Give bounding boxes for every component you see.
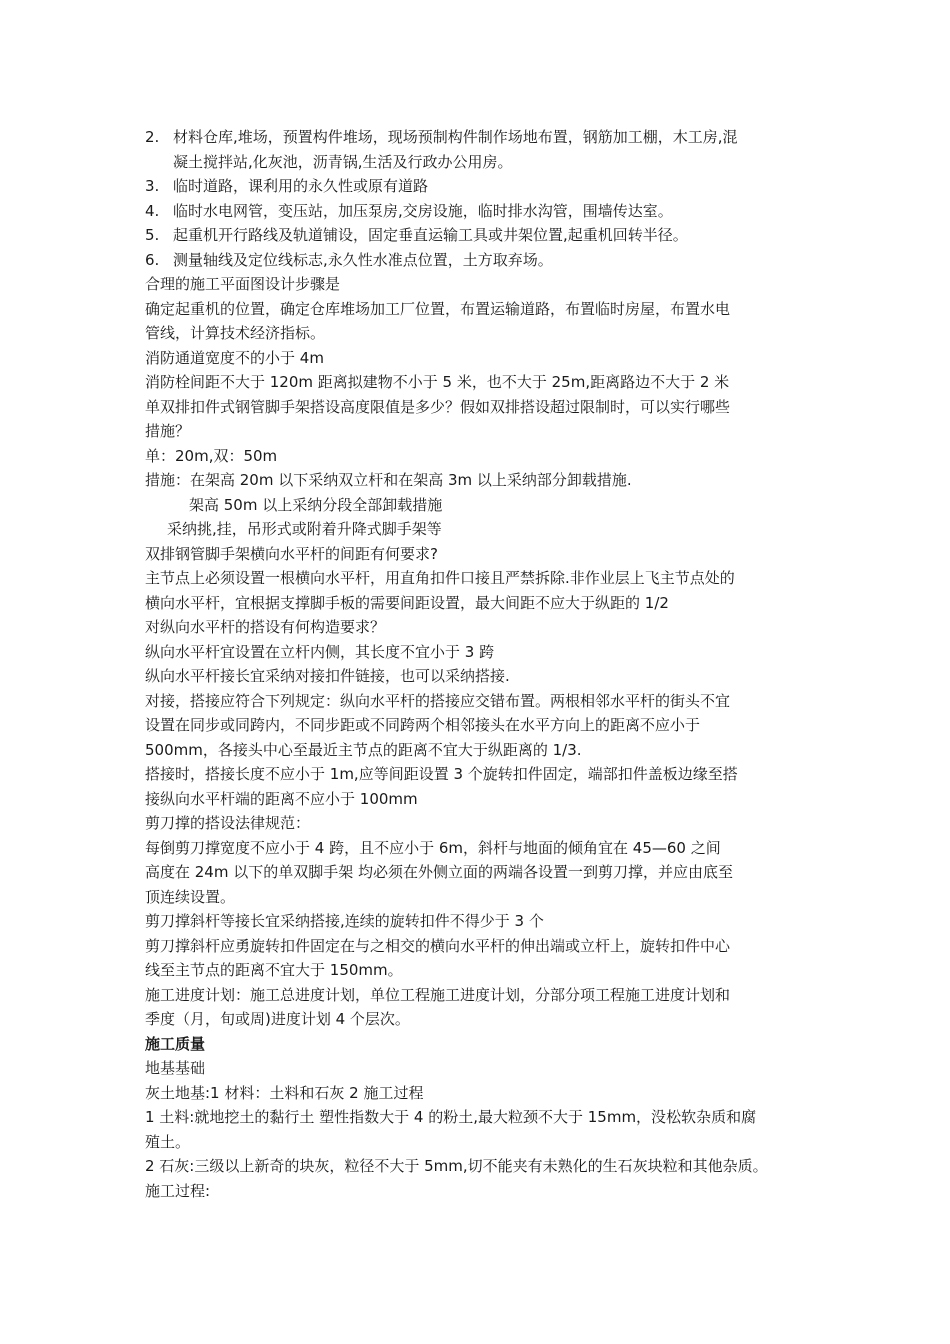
list-number: 4.: [145, 201, 160, 220]
paragraph-line: 主节点上必须设置一根横向水平杆，用直角扣件口接且严禁拆除.非作业层上飞主节点处的: [145, 569, 735, 587]
paragraph-line: 2 石灰:三级以上新奇的块灰，粒径不大于 5mm,切不能夹有未熟化的生石灰块粒和其他杂质。: [145, 1157, 768, 1175]
paragraph-line: 纵向水平杆接长宜采纳对接扣件链接，也可以采纳搭接.: [145, 667, 510, 685]
indented-line: 架高 50m 以上采纳分段全部卸载措施: [189, 495, 443, 514]
list-text-line: 临时道路，课利用的永久性或原有道路: [173, 177, 429, 195]
paragraph-line: 灰土地基:1 材料：土料和石灰 2 施工过程: [145, 1083, 424, 1102]
list-text-line: 起重机开行路线及轨道铺设，固定垂直运输工具或井架位置,起重机回转半径。: [173, 226, 688, 244]
paragraph-line: 设置在同步或同跨内，不同步距或不同跨两个相邻接头在水平方向上的距离不应小于: [145, 716, 701, 734]
paragraph-line: 季度（月，旬或周)进度计划 4 个层次。: [145, 1010, 410, 1028]
paragraph-line: 线至主节点的距离不宜大于 150mm。: [145, 961, 403, 979]
list-number: 3.: [145, 177, 160, 195]
paragraph-line: 措施：在架高 20m 以下采纳双立杆和在架高 3m 以上采纳部分卸载措施.: [145, 471, 632, 489]
question-line: 单双排扣件式钢管脚手架搭设高度限值是多少？假如双排搭设超过限制时，可以实行哪些: [145, 397, 731, 416]
question-line: 双排钢管脚手架横向水平杆的间距有何要求?: [145, 544, 438, 563]
paragraph-line: 确定起重机的位置，确定仓库堆场加工厂位置，布置运输道路，布置临时房屋，布置水电: [145, 299, 731, 318]
paragraph-line: 消防通道宽度不的小于 4m: [145, 348, 324, 367]
list-number: 2.: [145, 128, 160, 146]
list-item: [145, 174, 815, 199]
question-line: 对纵向水平杆的搭设有何构造要求？: [145, 618, 386, 636]
paragraph-line: 500mm，各接头中心至最近主节点的距离不宜大于纵距离的 1/3.: [145, 740, 582, 759]
paragraph-line: 消防栓间距不大于 120m 距离拟建物不小于 5 米，也不大于 25m,距离路边不大于 2 米: [145, 373, 730, 391]
list-text-line: 凝土搅拌站,化灰池，沥青锅,生活及行政办公用房。: [173, 152, 513, 171]
numbered-list: [145, 125, 815, 272]
paragraph-line: 顶连续设置。: [145, 887, 236, 906]
question-line: 措施？: [145, 422, 191, 440]
list-item: [145, 248, 815, 273]
section-heading: 施工质量: [145, 1034, 206, 1053]
list-item: [145, 223, 815, 248]
paragraph-line: 对接，搭接应符合下列规定：纵向水平杆的搭接应交错布置。两根相邻水平杆的街头不宜: [145, 691, 731, 710]
paragraph-line: 施工进度计划：施工总进度计划，单位工程施工进度计划，分部分项工程施工进度计划和: [145, 985, 731, 1004]
list-number: 6.: [145, 250, 160, 269]
list-text-line: 测量轴线及定位线标志,永久性水准点位置，土方取弃场。: [173, 250, 553, 269]
paragraph-line: 横向水平杆，宜根据支撑脚手板的需要间距设置，最大间距不应大于纵距的 1/2: [145, 593, 669, 612]
subsection-heading: 地基基础: [145, 1059, 206, 1077]
list-text-line: 临时水电网管，变压站，加压泵房,交房设施，临时排水沟管，围墙传达室。: [173, 201, 673, 220]
paragraph-line: 殖土。: [145, 1132, 191, 1151]
paragraph-line: 剪刀撑斜杆应勇旋转扣件固定在与之相交的横向水平杆的伸出端或立杆上，旋转扣件中心: [145, 936, 731, 955]
paragraph-line: 单：20m,双：50m: [145, 446, 278, 465]
paragraph-line: 搭接时，搭接长度不应小于 1m,应等间距设置 3 个旋转扣件固定，端部扣件盖板边缘至搭: [145, 765, 738, 783]
list-number: 5.: [145, 226, 160, 244]
list-text-line: 材料仓库,堆场，预置构件堆场，现场预制构件制作场地布置，钢筋加工棚，木工房,混: [173, 128, 738, 146]
paragraph-line: 纵向水平杆宜设置在立杆内侧，其长度不宜小于 3 跨: [145, 642, 495, 661]
paragraph-line: 合理的施工平面图设计步骤是: [145, 275, 341, 293]
paragraph-line: 剪刀撑的搭设法律规范：: [145, 814, 311, 832]
list-item: [145, 199, 815, 224]
paragraph-line: 每倒剪刀撑宽度不应小于 4 跨，且不应小于 6m，斜杆与地面的倾角宜在 45—60 之间: [145, 838, 721, 857]
document-page: [145, 125, 815, 1203]
paragraph-line: 1 土料:就地挖土的黏行土 塑性指数大于 4 的粉土,最大粒颈不大于 15mm，没松软杂质和腐: [145, 1108, 757, 1126]
paragraph-line: 高度在 24m 以下的单双脚手架 均必须在外侧立面的两端各设置一到剪刀撑，并应由底至: [145, 863, 734, 881]
paragraph-line: 接纵向水平杆端的距离不应小于 100mm: [145, 789, 418, 808]
paragraph-line: 管线，计算技术经济指标。: [145, 324, 326, 342]
paragraph-line: 剪刀撑斜杆等接长宜采纳搭接,连续的旋转扣件不得少于 3 个: [145, 912, 544, 930]
paragraph-line: 施工过程:: [145, 1181, 211, 1200]
list-item: [145, 125, 815, 174]
indented-line: 采纳挑,挂，吊形式或附着升降式脚手架等: [167, 520, 442, 538]
